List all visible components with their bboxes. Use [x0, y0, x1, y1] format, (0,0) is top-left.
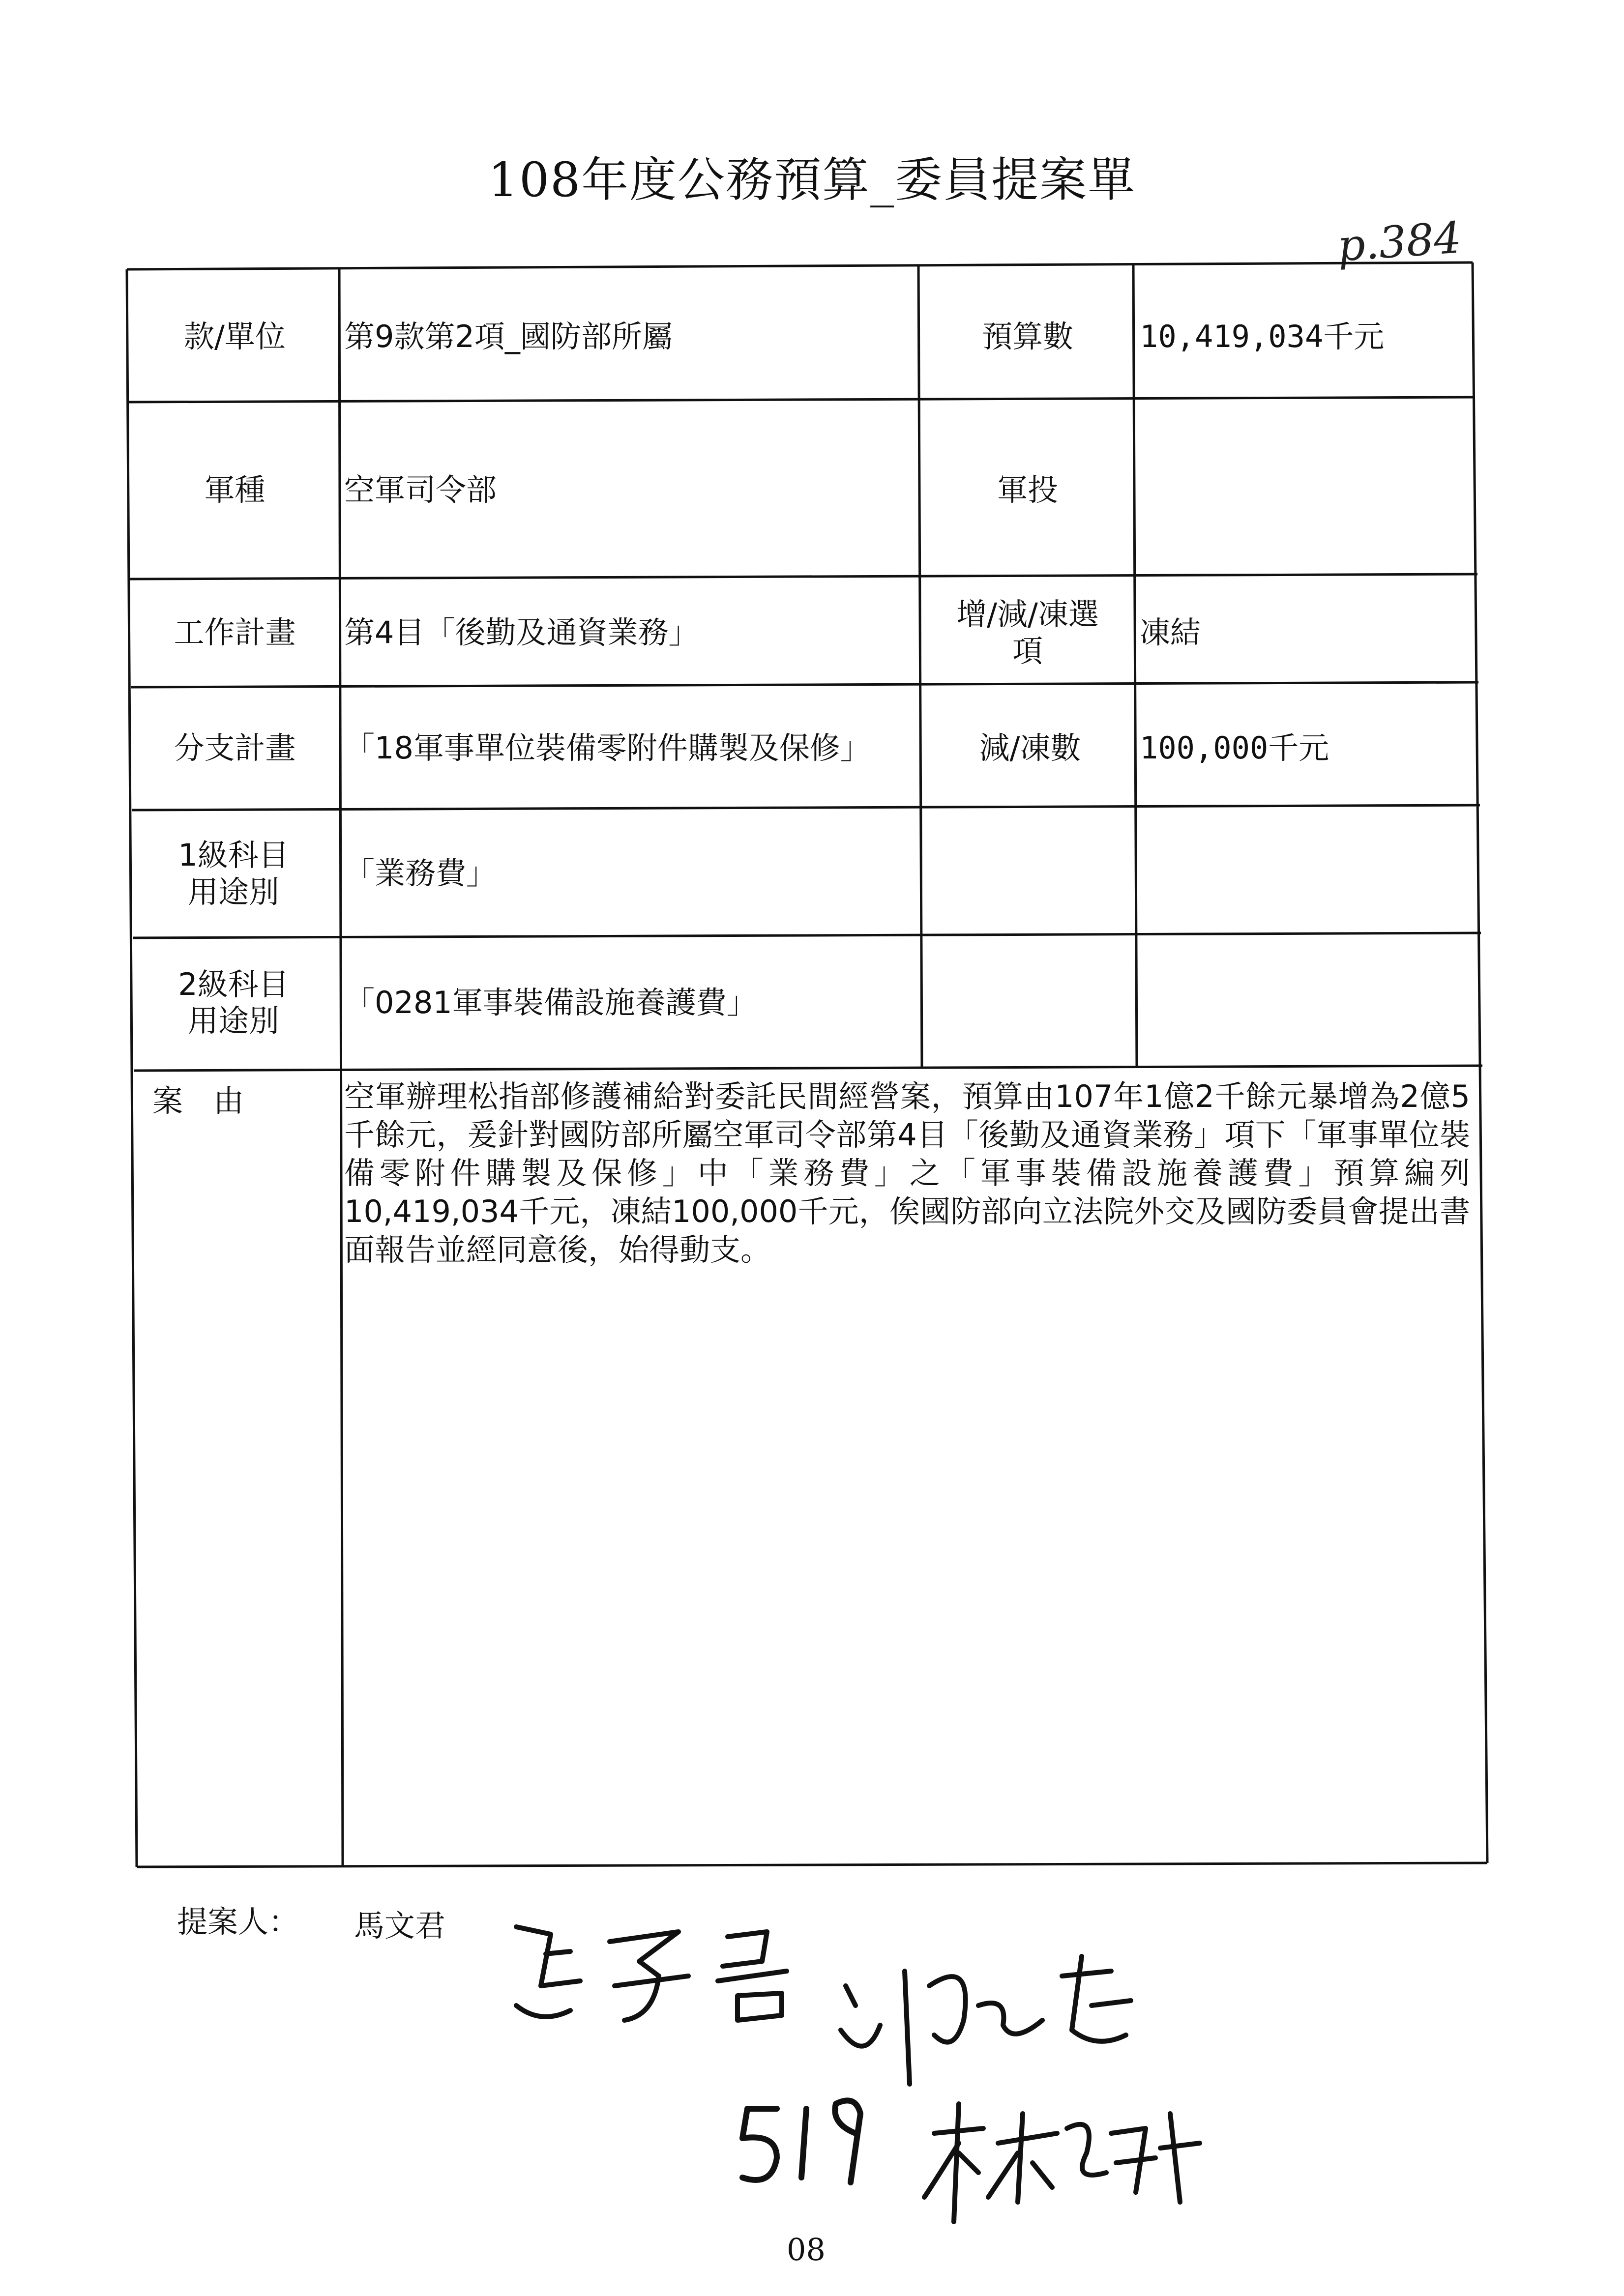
work-plan-value: 第4目「後勤及通資業務」 — [344, 614, 699, 651]
proposer-name: 馬文君 — [354, 1908, 446, 1944]
handwritten-number-519 — [742, 2100, 860, 2182]
level2-category-value: 「0281軍事裝備設施養護費」 — [344, 984, 757, 1020]
sub-plan-label: 分支計畫 — [174, 730, 296, 766]
sub-plan-value: 「18軍事單位裝備零附件購製及保修」 — [344, 730, 871, 766]
reason-label: 案 由 — [152, 1083, 244, 1119]
level1-category-value: 「業務費」 — [344, 855, 497, 892]
unit-label: 款/單位 — [184, 318, 286, 354]
signature-lin-li-chan — [924, 2104, 1200, 2222]
reduction-freeze-amount-label: 減/凍數 — [979, 730, 1081, 766]
military-investment-label: 軍投 — [997, 472, 1058, 508]
budget-amount-label: 預算數 — [981, 318, 1073, 354]
page-number: 08 — [787, 2232, 826, 2267]
signature-chiang-chi-chen — [841, 1956, 1131, 2084]
work-plan-label: 工作計畫 — [174, 614, 296, 651]
page-reference-handwritten: p.384 — [1335, 212, 1463, 271]
reason-text: 空軍辦理松指部修護補給對委託民間經營案，預算由107年1億2千餘元暴增為2億5千餘元，爰針對國防部所屬空軍司令部第4目「後勤及通資業務」項下「軍事單位裝備零附件購製及保修」中「業務費」之「軍事裝備設施養護費」預算編列10,419,034千元，凍結100,000千元，俟國防部向立法院外交及國防委員會提出書面報告並經同意後，始得動支。 — [344, 1078, 1470, 1268]
reduction-freeze-amount-value: 100,000千元 — [1140, 730, 1329, 766]
level2-category-label: 2級科目用途別 — [178, 966, 289, 1039]
adjustment-option-value: 凍結 — [1140, 614, 1201, 651]
unit-value: 第9款第2項_國防部所屬 — [344, 318, 673, 354]
page-title: 108年度公務預算_委員提案單 — [488, 152, 1136, 207]
proposer-label: 提案人： — [177, 1904, 299, 1940]
military-branch-label: 軍種 — [204, 472, 266, 508]
budget-amount-value: 10,419,034千元 — [1140, 318, 1385, 354]
adjustment-option-label: 增/減/凍選項 — [956, 596, 1099, 669]
level1-category-label: 1級科目用途別 — [178, 837, 289, 910]
signature-ma-wen-chun — [516, 1927, 787, 2020]
military-branch-value: 空軍司令部 — [344, 472, 497, 508]
